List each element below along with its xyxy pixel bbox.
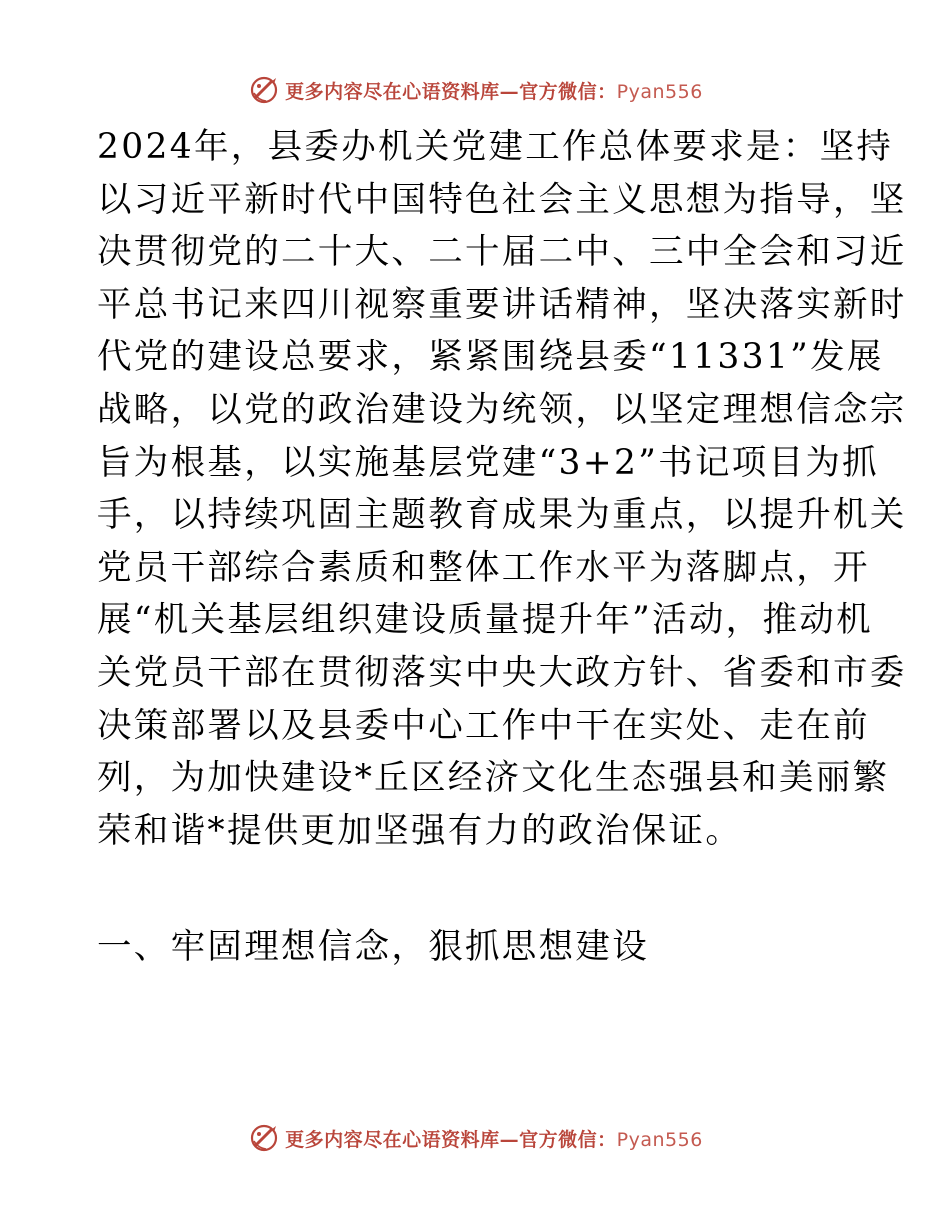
- paragraph-line: 代党的建设总要求，紧紧围绕县委“11331”发展: [97, 337, 884, 378]
- banner-wechat-id: Pyan556: [616, 1128, 703, 1151]
- paragraph-line: 平总书记来四川视察重要讲话精神，坚决落实新时: [97, 284, 907, 325]
- paragraph-line: 决贯彻党的二十大、二十届二中、三中全会和习近: [97, 232, 907, 273]
- banner-text-cn: 更多内容尽在心语资料库—官方微信：: [285, 1128, 617, 1151]
- paragraph-line: 党员干部综合素质和整体工作水平为落脚点，开: [97, 547, 870, 588]
- main-paragraph: [97, 121, 907, 857]
- banner-text-cn: 更多内容尽在心语资料库—官方微信：: [285, 80, 617, 103]
- banner-wechat-id: Pyan556: [616, 80, 703, 103]
- paragraph-line: 关党员干部在贯彻落实中央大政方针、省委和市委: [97, 652, 907, 693]
- header-banner: [0, 70, 950, 110]
- paragraph-line: 2024年，县委办机关党建工作总体要求是：坚持: [97, 127, 894, 167]
- scroll-quill-logo-icon: [247, 1121, 281, 1155]
- paragraph-line: 旨为根基，以实施基层党建“3+2”书记项目为抓: [97, 442, 879, 483]
- footer-banner: [0, 1118, 950, 1158]
- paragraph-line: 列，为加快建设*丘区经济文化生态强县和美丽繁: [97, 758, 890, 799]
- paragraph-line: 决策部署以及县委中心工作中干在实处、走在前: [97, 705, 870, 746]
- paragraph-line: 展“机关基层组织建设质量提升年”活动，推动机: [97, 600, 873, 641]
- paragraph-line: 手，以持续巩固主题教育成果为重点，以提升机关: [97, 495, 907, 536]
- paragraph-line: 荣和谐*提供更加坚强有力的政治保证。: [97, 810, 743, 851]
- paragraph-line: 以习近平新时代中国特色社会主义思想为指导，坚: [97, 179, 907, 220]
- paragraph-line: 战略，以党的政治建设为统领，以坚定理想信念宗: [97, 389, 907, 430]
- section-heading: 一、牢固理想信念，狠抓思想建设: [97, 927, 649, 967]
- scroll-quill-logo-icon: [247, 73, 281, 107]
